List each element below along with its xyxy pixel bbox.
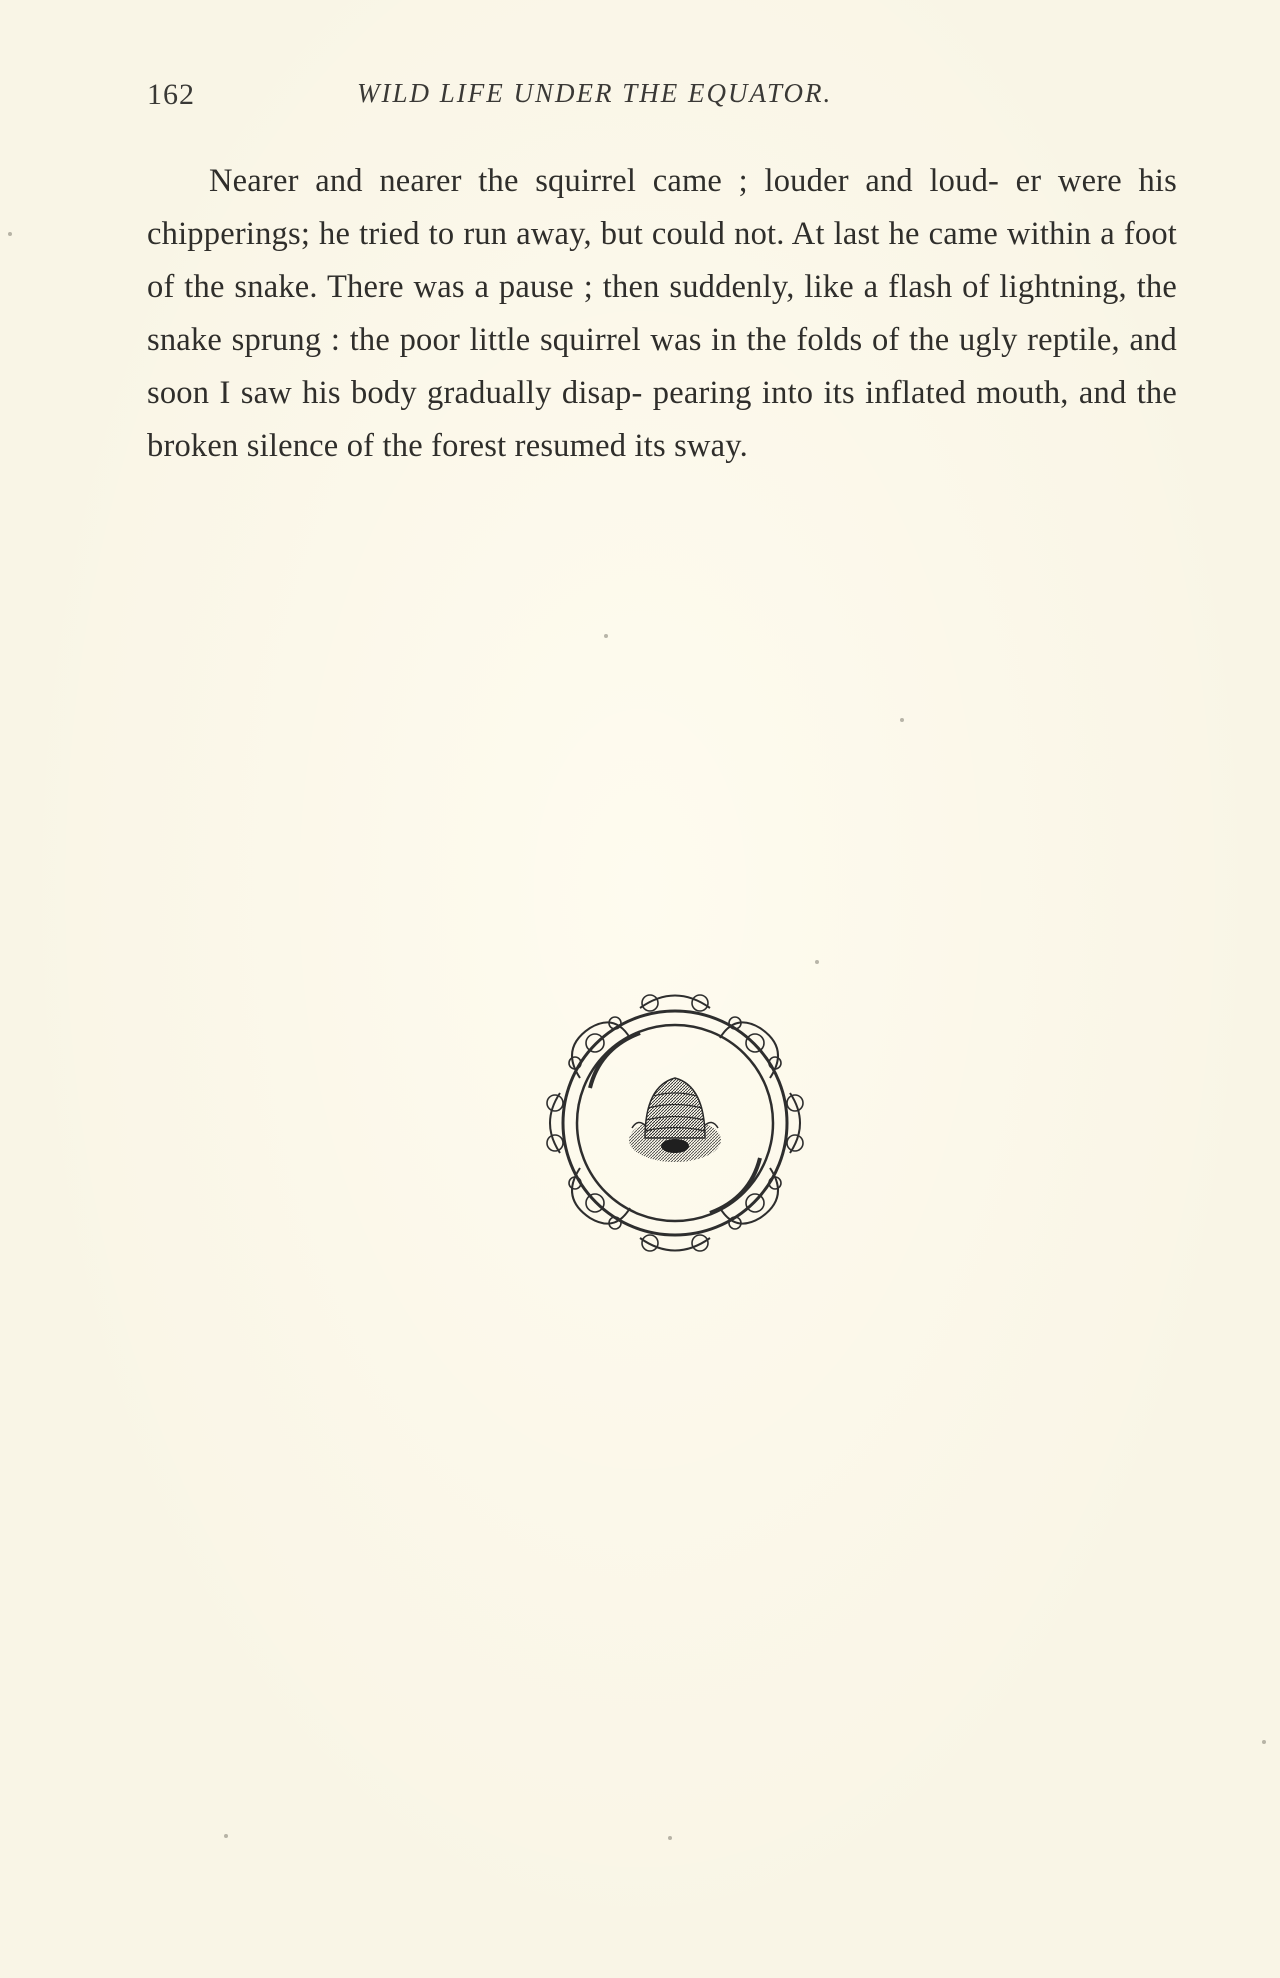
running-head bbox=[147, 78, 1177, 118]
paper-speck bbox=[815, 960, 819, 964]
paper-speck bbox=[900, 718, 904, 722]
paper-speck bbox=[1262, 1740, 1266, 1744]
beehive-vignette-icon bbox=[520, 968, 830, 1278]
paragraph: Nearer and nearer the squirrel came ; louder and loud- er were his chipperings; he tried to run away, but could not. At last he came within a foot of the snake. There was a pause ; then suddenly, like a flash of lightning, the snake sprung : the poor little squirrel was in the folds of the ugly reptile, and soon I saw his body gradually disap- pearing into its inflated mouth, and the broken silence of the forest resumed its sway. bbox=[147, 163, 1177, 464]
paper-speck bbox=[8, 232, 12, 236]
paper-speck bbox=[224, 1834, 228, 1838]
page-number: 162 bbox=[147, 78, 195, 111]
running-title: WILD LIFE UNDER THE EQUATOR. bbox=[357, 78, 833, 108]
paper-speck bbox=[668, 1836, 672, 1840]
paper-speck bbox=[604, 634, 608, 638]
body-text bbox=[147, 155, 1177, 473]
